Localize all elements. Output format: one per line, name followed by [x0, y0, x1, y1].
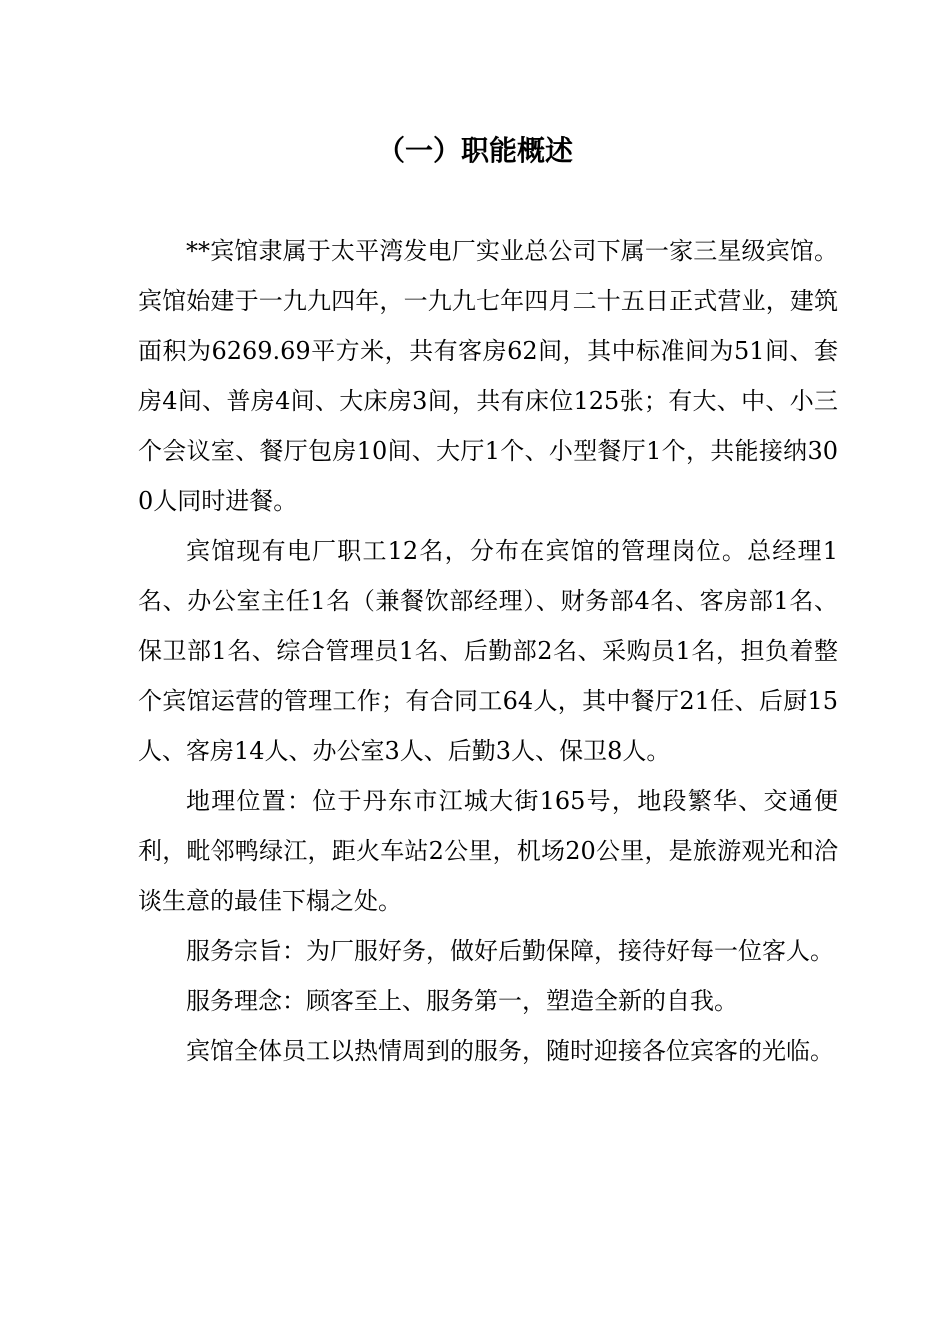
paragraph-overview: **宾馆隶属于太平湾发电厂实业总公司下属一家三星级宾馆。宾馆始建于一九九四年，一九九七年四月二十五日正式营业，建筑面积为6269.69平方米，共有客房62间，其中标准间为51间、套房4间、普房4间、大床房3间，共有床位125张；有大、中、小三个会议室、餐厅包房10间、大厅1个、小型餐厅1个，共能接纳300人同时进餐。: [138, 237, 838, 515]
paragraph-location: 地理位置：位于丹东市江城大街165号，地段繁华、交通便利，毗邻鸭绿江，距火车站2公里，机场20公里，是旅游观光和洽谈生意的最佳下榻之处。: [138, 787, 838, 915]
paragraph-staff: 宾馆现有电厂职工12名，分布在宾馆的管理岗位。总经理1名、办公室主任1名（兼餐饮部经理）、财务部4名、客房部1名、保卫部1名、综合管理员1名、后勤部2名、采购员1名，担负着整个宾馆运营的管理工作；有合同工64人，其中餐厅21任、后厨15人、客房14人、办公室3人、后勤3人、保卫8人。: [138, 537, 838, 765]
page-title: （一）职能概述: [376, 134, 573, 167]
paragraph-service-purpose: 服务宗旨：为厂服好务，做好后勤保障，接待好每一位客人。: [186, 937, 834, 965]
document-body: [138, 226, 838, 1076]
paragraph-welcome: 宾馆全体员工以热情周到的服务，随时迎接各位宾客的光临。: [186, 1037, 834, 1065]
paragraph-service-philosophy: 服务理念：顾客至上、服务第一，塑造全新的自我。: [186, 987, 738, 1015]
